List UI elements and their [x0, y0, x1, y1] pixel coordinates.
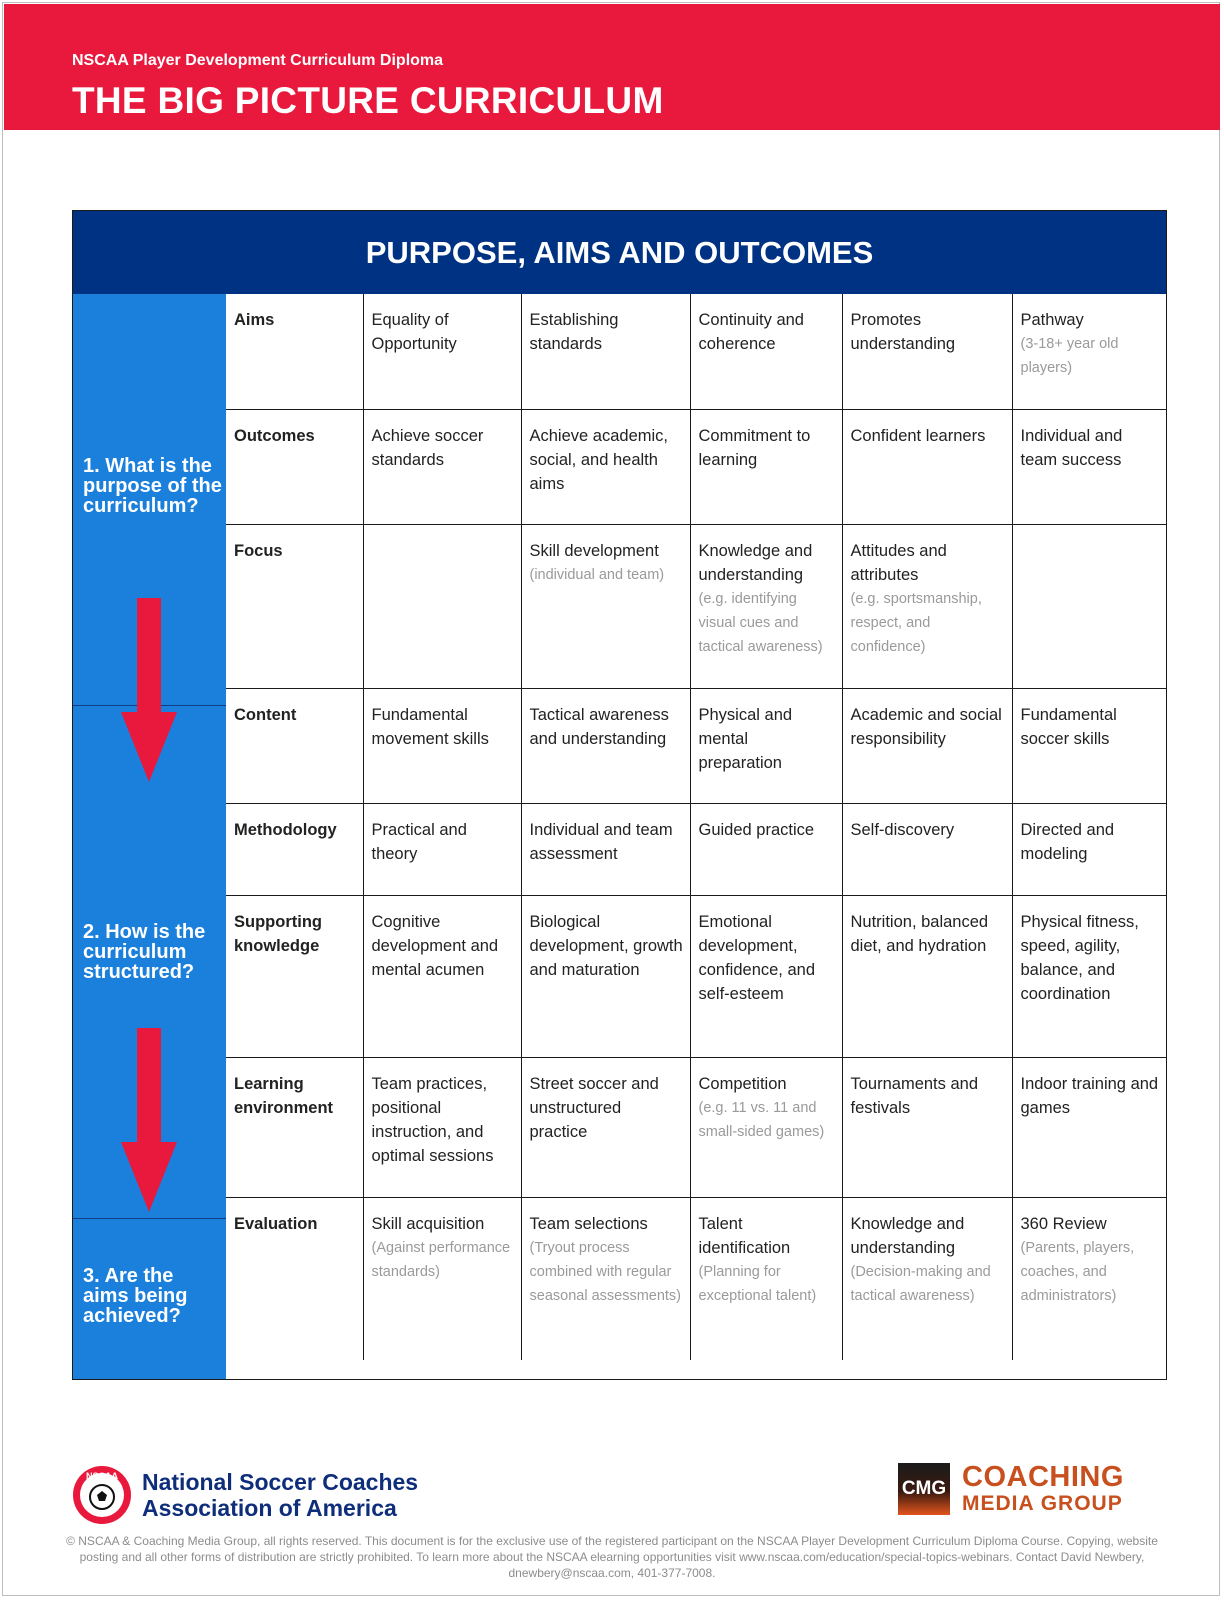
question-column — [73, 294, 226, 1379]
table-cell — [690, 688, 842, 803]
table-row — [226, 294, 1166, 409]
cell-text: Talent identification — [698, 1214, 791, 1257]
table-row — [226, 895, 1166, 1057]
row-label: Outcomes — [226, 409, 363, 524]
down-arrow-icon — [121, 1028, 177, 1212]
cell-text: Indoor training and games — [1020, 1074, 1159, 1117]
cell-text: Individual and team success — [1020, 426, 1123, 469]
table-cell — [1012, 803, 1166, 895]
nscaa-logo-block — [72, 1465, 418, 1525]
cell-note: (e.g. 11 vs. 11 and small-sided games) — [698, 1099, 825, 1140]
table-cell — [690, 1057, 842, 1197]
cell-note: (Against performance standards) — [371, 1239, 511, 1280]
cell-note: (e.g. sportsmanship, respect, and confidence) — [850, 590, 982, 655]
cell-note: (Tryout process combined with regular seasonal assessments) — [529, 1239, 682, 1304]
cell-text: Promotes understanding — [850, 311, 956, 353]
table-cell — [363, 409, 521, 524]
cell-text: Tactical awareness and understanding — [529, 705, 669, 748]
table-cell — [1012, 524, 1166, 688]
table-cell — [363, 1197, 521, 1360]
table-cell — [1012, 688, 1166, 803]
table-cell — [521, 409, 690, 524]
table-cell — [842, 524, 1012, 688]
cell-text: Tournaments and festivals — [850, 1074, 978, 1117]
table-cell — [521, 688, 690, 803]
question-divider — [73, 1218, 226, 1219]
table-cell — [842, 409, 1012, 524]
table-cell — [690, 1197, 842, 1360]
cell-text: Pathway — [1020, 311, 1084, 329]
table-cell — [1012, 895, 1166, 1057]
table-cell — [363, 803, 521, 895]
copyright-notice: © NSCAA & Coaching Media Group, all rights reserved. This document is for the exclusive use of the registered participant on the NSCAA Player Development Curriculum Diploma Course. Copying, website posting and all other forms of distribution are strictly prohibited. To learn more about the NSCAA elearning opportunities visit www.nscaa.com/education/special-topics-webinars. Contact David Newbery, dnewbery@nscaa.com, 401-377-7008. — [66, 1534, 1158, 1580]
row-label: Methodology — [226, 803, 363, 895]
table-cell — [690, 803, 842, 895]
nscaa-logo-icon — [72, 1465, 132, 1525]
cell-text: Continuity and coherence — [698, 311, 804, 353]
cmg-name-line: MEDIA GROUP — [962, 1492, 1123, 1515]
table-cell — [690, 294, 842, 409]
cell-text: Cognitive development and mental acumen — [371, 912, 499, 979]
table-cell — [521, 803, 690, 895]
table-cell — [521, 524, 690, 688]
table-cell — [690, 409, 842, 524]
cell-text: Physical fitness, speed, agility, balance, and coordination — [1020, 912, 1139, 1003]
table-row — [226, 409, 1166, 524]
cmg-logo-icon: CMG — [898, 1463, 950, 1515]
table-cell — [521, 895, 690, 1057]
table-cell — [842, 895, 1012, 1057]
table-row — [226, 1197, 1166, 1360]
table-cell — [521, 1197, 690, 1360]
cell-text: Emotional development, confidence, and self-esteem — [698, 912, 816, 1003]
cell-text: Team selections — [529, 1214, 648, 1233]
cell-note: (individual and team) — [529, 566, 665, 583]
nscaa-name-line: Association of America — [142, 1495, 397, 1521]
cell-text: Achieve soccer standards — [371, 426, 484, 469]
cell-text: Guided practice — [698, 820, 815, 839]
cell-text: 360 Review — [1020, 1214, 1107, 1233]
row-label: Supporting knowledge — [226, 895, 363, 1057]
cell-note: (Decision-making and tactical awareness) — [850, 1263, 991, 1304]
table-cell — [363, 524, 521, 688]
cell-text: Fundamental movement skills — [371, 705, 489, 748]
row-label: Focus — [226, 524, 363, 688]
table-cell — [1012, 1057, 1166, 1197]
table-cell — [842, 1057, 1012, 1197]
cell-text: Achieve academic, social, and health aims — [529, 426, 668, 493]
table-row — [226, 1057, 1166, 1197]
cell-text: Biological development, growth and maturation — [529, 912, 683, 979]
cell-text: Team practices, positional instruction, and optimal sessions — [371, 1074, 494, 1165]
curriculum-grid — [226, 294, 1166, 1360]
cell-text: Physical and mental preparation — [698, 705, 793, 772]
cell-note: (3-18+ year old players) — [1020, 336, 1119, 376]
table-cell — [842, 688, 1012, 803]
cell-text: Confident learners — [850, 426, 986, 445]
table-cell — [521, 1057, 690, 1197]
cell-text: Establishing standards — [529, 311, 619, 353]
table-cell — [363, 895, 521, 1057]
table-cell — [842, 294, 1012, 409]
table-cell — [521, 294, 690, 409]
table-cell — [842, 803, 1012, 895]
cell-text: Skill development — [529, 541, 659, 560]
table-cell — [842, 1197, 1012, 1360]
cell-text: Nutrition, balanced diet, and hydration — [850, 912, 989, 955]
banner-kicker: NSCAA Player Development Curriculum Diploma — [72, 52, 444, 69]
row-label: Aims — [226, 294, 363, 409]
cell-text: Fundamental soccer skills — [1020, 705, 1117, 748]
cell-text: Individual and team assessment — [529, 820, 673, 863]
nscaa-name-line: National Soccer Coaches — [142, 1469, 419, 1495]
cell-text: Knowledge and understanding — [698, 541, 813, 584]
down-arrow-icon — [121, 598, 177, 782]
cell-note: (Parents, players, coaches, and administrators) — [1020, 1239, 1135, 1304]
question-achieved: 3. Are the aims being achieved? — [83, 1265, 188, 1327]
row-label: Content — [226, 688, 363, 803]
cmg-name-line: COACHING — [962, 1461, 1124, 1493]
question-purpose: 1. What is the purpose of the curriculum? — [83, 455, 222, 517]
page-title: THE BIG PICTURE CURRICULUM — [72, 80, 664, 121]
cell-text: Commitment to learning — [698, 426, 811, 469]
curriculum-table — [72, 210, 1167, 1380]
cell-note: (Planning for exceptional talent) — [698, 1263, 817, 1304]
table-row — [226, 803, 1166, 895]
table-cell — [690, 895, 842, 1057]
cell-text: Attitudes and attributes — [850, 541, 947, 584]
table-cell — [1012, 294, 1166, 409]
cmg-logo-block — [898, 1462, 1124, 1516]
cell-text: Directed and modeling — [1020, 820, 1115, 863]
cell-text: Equality of Opportunity — [371, 311, 457, 353]
table-header: PURPOSE, AIMS AND OUTCOMES — [73, 211, 1166, 294]
cell-text: Knowledge and understanding — [850, 1214, 965, 1257]
svg-text:NSCAA: NSCAA — [85, 1471, 119, 1481]
cell-text: Academic and social responsibility — [850, 705, 1002, 748]
cell-text: Skill acquisition — [371, 1214, 485, 1233]
table-row — [226, 688, 1166, 803]
table-cell — [363, 1057, 521, 1197]
table-cell — [1012, 409, 1166, 524]
row-label: Learning environment — [226, 1057, 363, 1197]
question-structure: 2. How is the curriculum structured? — [83, 921, 206, 983]
cell-text: Street soccer and unstructured practice — [529, 1074, 659, 1141]
table-cell — [363, 688, 521, 803]
cell-note: (e.g. identifying visual cues and tactical awareness) — [698, 590, 823, 655]
cell-text: Practical and theory — [371, 820, 467, 863]
row-label: Evaluation — [226, 1197, 363, 1360]
table-cell — [363, 294, 521, 409]
table-cell — [1012, 1197, 1166, 1360]
table-cell — [690, 524, 842, 688]
cell-text: Competition — [698, 1074, 787, 1093]
table-row — [226, 524, 1166, 688]
cell-text: Self-discovery — [850, 820, 955, 839]
